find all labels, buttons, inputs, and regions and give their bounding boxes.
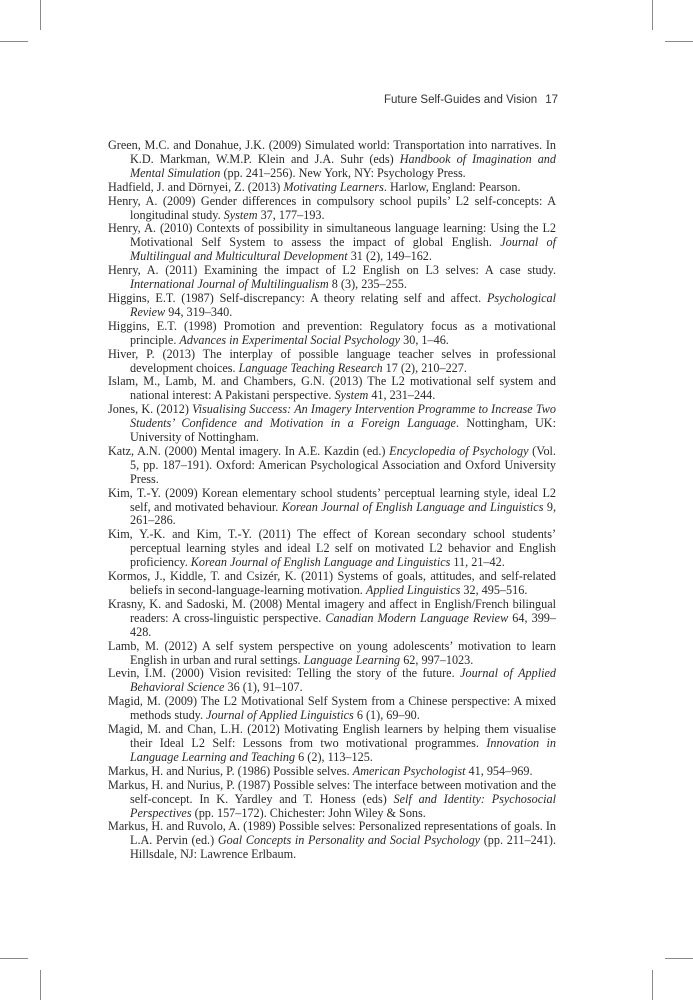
reference-italic-title: Applied Linguistics [365, 583, 461, 597]
reference-text: 32, 495–516. [460, 583, 528, 597]
reference-entry [108, 264, 556, 292]
reference-text: Levin, I.M. (2000) Vision revisited: Telling the story of the future. [108, 666, 461, 681]
crop-mark-top-right [652, 0, 653, 30]
reference-italic-title: International Journal of Multilingualism [130, 277, 329, 292]
reference-entry [108, 570, 556, 598]
crop-mark-left-top [0, 41, 28, 42]
reference-text: . Nottingham, UK: University of Nottingham. [130, 416, 556, 445]
reference-italic-title: System [223, 207, 258, 222]
reference-entry [108, 598, 556, 640]
reference-entry [108, 528, 556, 570]
reference-text: Kormos, J., Kiddle, T. and Csizér, K. (2011) Systems of goals, attitudes, and self-related beliefs in second-language-learning motivation. [108, 569, 556, 597]
reference-text: 9, 261–286. [130, 499, 557, 528]
running-title: Future Self-Guides and Vision [383, 94, 538, 106]
reference-entry [108, 292, 556, 320]
reference-text: Jones, K. (2012) [108, 402, 193, 417]
reference-text: Henry, A. (2009) Gender differences in compulsory school pupils’ L2 self-concepts: A longitudinal study. [108, 193, 556, 222]
reference-entry [108, 820, 556, 862]
reference-text: 64, 399–428. [130, 610, 556, 639]
page-number: 17 [545, 94, 558, 106]
reference-text: (pp. 241–256). New York, NY: Psychology Press. [220, 165, 466, 180]
reference-text: 11, 21–42. [450, 555, 505, 570]
reference-entry [108, 695, 556, 723]
reference-text: Magid, M. (2009) The L2 Motivational Self System from a Chinese perspective: A mixed methods study. [108, 694, 556, 723]
reference-text: Henry, A. (2011) Examining the impact of L2 English on L3 selves: A case study. [108, 263, 556, 278]
crop-mark-right-bottom [665, 958, 693, 959]
reference-italic-title: Innovation in Language Learning and Teaching [130, 735, 556, 764]
reference-italic-title: American Psychologist [352, 763, 466, 778]
reference-text: 30, 1–46. [400, 332, 449, 347]
reference-entry [108, 222, 556, 264]
reference-text: 94, 319–340. [165, 304, 233, 319]
reference-entry [108, 640, 556, 668]
reference-italic-title: Self and Identity: Psychosocial Perspectives [130, 791, 556, 820]
reference-italic-title: Goal Concepts in Personality and Social Psychology [217, 833, 481, 848]
reference-italic-title: Motivating Learners [283, 179, 384, 194]
reference-text: Krasny, K. and Sadoski, M. (2008) Mental imagery and affect in English/French bilingual readers: A cross-linguistic perspective. [108, 596, 556, 625]
reference-entry [108, 445, 556, 487]
reference-text: Katz, A.N. (2000) Mental imagery. In A.E. Kazdin (ed.) [108, 443, 390, 458]
reference-entry [108, 348, 556, 376]
reference-text: 17 (2), 210–227. [382, 360, 467, 375]
reference-text: Green, M.C. and Donahue, J.K. (2009) Simulated world: Transportation into narratives. In K.D. Markman, W.M.P. Klein and J.A. Suhr (eds) [108, 138, 556, 166]
reference-text: 6 (1), 69–90. [353, 708, 420, 723]
reference-list [108, 139, 556, 862]
reference-italic-title: Advances in Experimental Social Psychology [179, 332, 401, 347]
reference-text: 31 (2), 149–162. [347, 249, 432, 264]
reference-entry [108, 195, 556, 223]
reference-text: (pp. 157–172). Chichester: John Wiley & Sons. [191, 805, 426, 820]
crop-mark-bottom-left [40, 970, 41, 1000]
reference-entry [108, 181, 556, 195]
reference-text: 62, 997–1023. [400, 652, 474, 667]
reference-text: 8 (3), 235–255. [328, 277, 407, 292]
reference-entry [108, 320, 556, 348]
reference-text: Hadfield, J. and Dörnyei, Z. (2013) [108, 179, 284, 194]
reference-italic-title: System [334, 388, 369, 403]
reference-italic-title: Canadian Modern Language Review [325, 610, 509, 625]
reference-text: 37, 177–193. [257, 207, 325, 222]
reference-entry [108, 779, 556, 821]
reference-text: Lamb, M. (2012) A self system perspective on young adolescents’ motivation to learn English in urban and rural settings. [108, 638, 556, 667]
reference-italic-title: Psychological Review [130, 290, 556, 319]
reference-text: Markus, H. and Ruvolo, A. (1989) Possible selves: Personalized representations of goals. In L.A. Pervin (ed.) [108, 819, 556, 848]
reference-italic-title: Encyclopedia of Psychology [389, 443, 529, 458]
reference-italic-title: Korean Journal of English Language and Linguistics [190, 555, 451, 570]
reference-italic-title: Journal of Multilingual and Multicultural Development [130, 235, 556, 264]
reference-text: Markus, H. and Nurius, P. (1986) Possible selves. [108, 763, 353, 778]
reference-italic-title: Language Learning [303, 652, 401, 667]
crop-mark-left-bottom [0, 958, 28, 959]
crop-mark-right-top [665, 41, 693, 42]
reference-text: Higgins, E.T. (1998) Promotion and prevention: Regulatory focus as a motivational principle. [108, 318, 556, 347]
reference-text: (Vol. 5, pp. 187–191). Oxford: American Psychological Association and Oxford University Press. [130, 443, 556, 486]
reference-italic-title: Korean Journal of English Language and Linguistics [281, 499, 544, 514]
reference-text: Kim, Y.-K. and Kim, T.-Y. (2011) The effect of Korean secondary school students’ perceptual learning styles and ideal L2 self on motivated L2 behavior and English proficiency. [108, 527, 556, 570]
reference-entry [108, 723, 556, 765]
reference-text: Islam, M., Lamb, M. and Chambers, G.N. (2013) The L2 motivational self system and national interest: A Pakistani perspective. [108, 374, 556, 403]
reference-italic-title: Journal of Applied Behavioral Science [130, 666, 556, 695]
reference-entry [108, 765, 556, 779]
reference-entry [108, 375, 556, 403]
reference-text: Markus, H. and Nurius, P. (1987) Possible selves: The interface between motivation and the self-concept. In K. Yardley and T. Honess (eds) [108, 777, 556, 806]
reference-text: Hiver, P. (2013) The interplay of possible language teacher selves in professional development choices. [108, 346, 556, 375]
reference-text: Kim, T.-Y. (2009) Korean elementary school students’ perceptual learning style, ideal L2 self, and motivated behaviour. [108, 485, 556, 514]
reference-italic-title: Visualising Success: An Imagery Intervention Programme to Increase Two Students’ Confidence and Motivation in a Foreign Language [130, 402, 556, 431]
reference-text: Magid, M. and Chan, L.H. (2012) Motivating English learners by helping them visualise their Ideal L2 Self: Lessons from two motivational programmes. [108, 722, 556, 750]
crop-mark-top-left [40, 0, 41, 30]
reference-entry [108, 403, 556, 445]
reference-text: 41, 954–969. [465, 763, 533, 778]
running-head [384, 94, 558, 106]
reference-italic-title: Handbook of Imagination and Mental Simulation [130, 151, 556, 180]
crop-mark-bottom-right [652, 970, 653, 1000]
reference-entry [108, 487, 556, 529]
reference-text: 41, 231–244. [368, 388, 436, 403]
reference-text: Higgins, E.T. (1987) Self-discrepancy: A theory relating self and affect. [108, 290, 487, 305]
reference-italic-title: Journal of Applied Linguistics [206, 708, 354, 723]
reference-text: . Harlow, England: Pearson. [383, 179, 521, 194]
reference-italic-title: Language Teaching Research [238, 360, 383, 375]
reference-text: 6 (2), 113–125. [295, 749, 373, 764]
reference-entry [108, 139, 556, 181]
reference-entry [108, 667, 556, 695]
reference-text: 36 (1), 91–107. [224, 680, 303, 695]
reference-text: (pp. 211–241). Hillsdale, NJ: Lawrence Erlbaum. [130, 833, 557, 862]
reference-text: Henry, A. (2010) Contexts of possibility in simultaneous language learning: Using the L2 Motivational Self System to assess the impact of global English. [108, 221, 556, 250]
